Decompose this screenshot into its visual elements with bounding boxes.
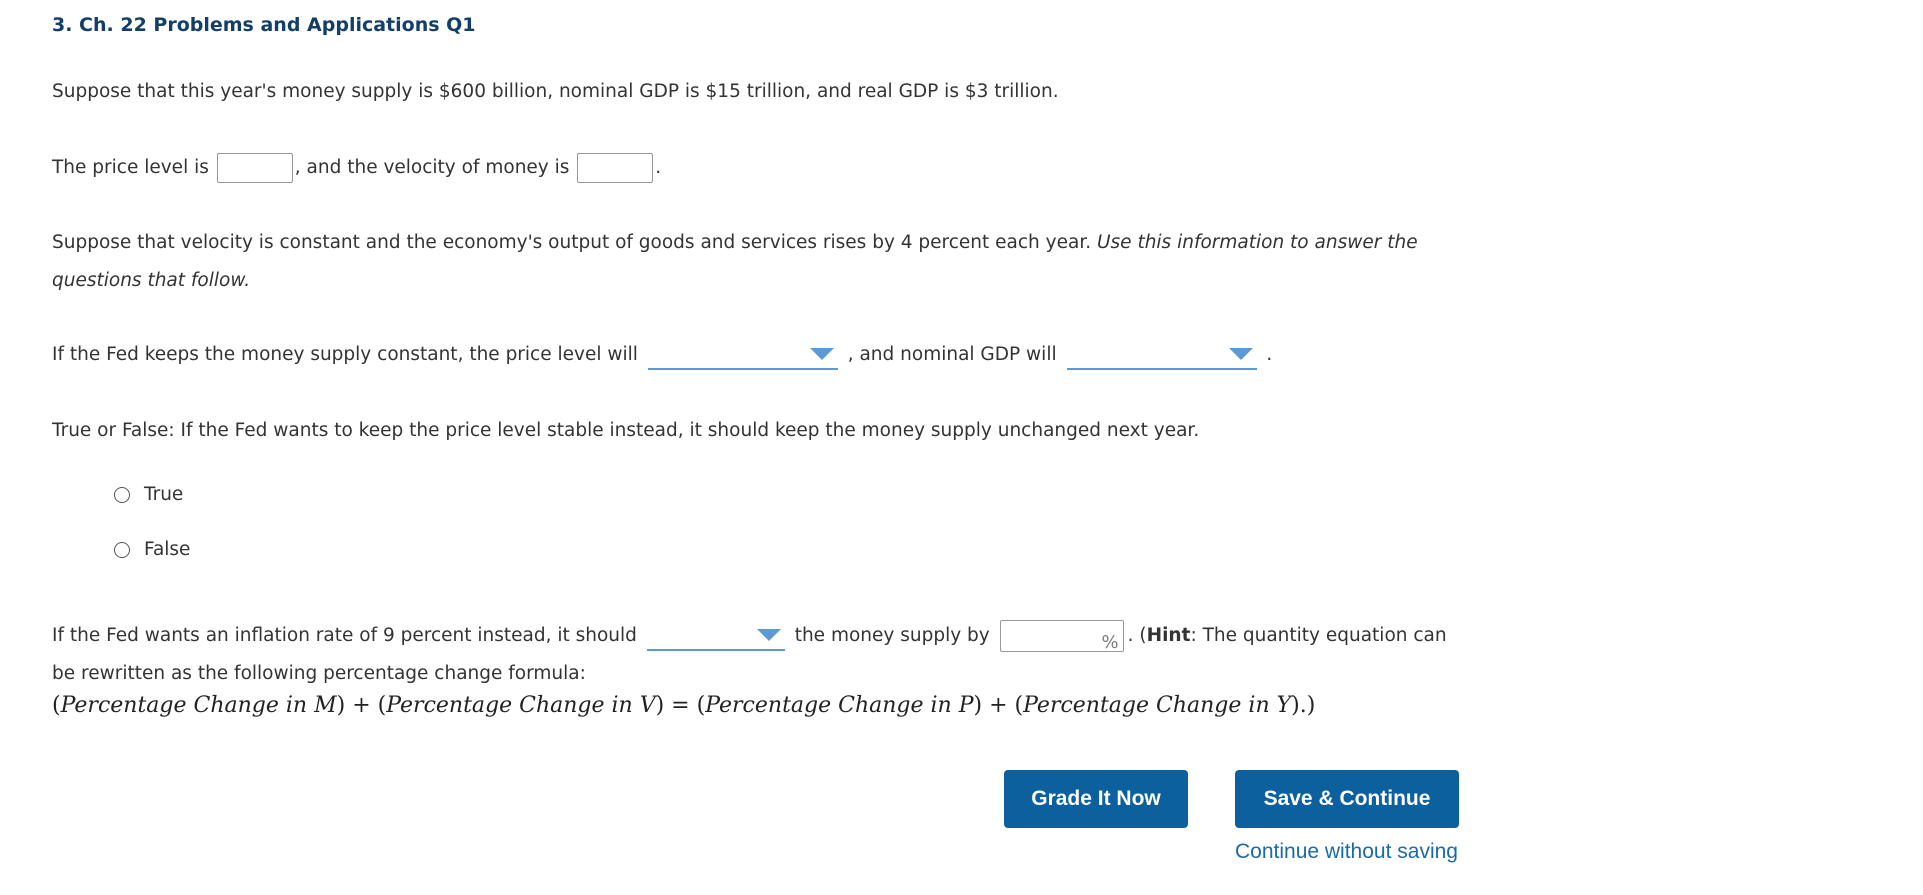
assumption-italic-2: questions that follow. <box>52 270 251 291</box>
option-true[interactable] <box>114 484 183 505</box>
intro-text: Suppose that this year's money supply is $600 billion, nominal GDP is $15 trillion, and real GDP is $3 trillion. <box>52 81 1059 102</box>
inflation-label: If the Fed wants an inflation rate of 9 percent instead, it should <box>52 625 637 646</box>
assumption-italic-1: Use this information to answer the <box>1097 232 1418 253</box>
price-level-dropdown[interactable] <box>648 340 838 370</box>
inflation-line <box>52 617 1447 655</box>
velocity-suffix: . <box>655 157 662 178</box>
velocity-input[interactable] <box>577 153 653 183</box>
radio-false[interactable] <box>114 542 130 558</box>
chevron-down-icon <box>757 629 781 641</box>
option-false[interactable] <box>114 539 190 560</box>
quantity-equation-formula: (Percentage Change in M) + (Percentage Change in V) = (Percentage Change in P) + (Percentage Change in Y).) <box>52 693 1316 718</box>
nominal-gdp-dropdown[interactable] <box>1067 340 1257 370</box>
money-supply-percent-input[interactable] <box>1000 620 1124 652</box>
fed-constant-label: If the Fed keeps the money supply constant, the price level will <box>52 344 638 365</box>
continue-without-saving-link[interactable]: Continue without saving <box>1235 840 1458 863</box>
hint-open: . ( <box>1127 625 1147 646</box>
grade-it-now-button[interactable]: Grade It Now <box>1004 770 1188 828</box>
fed-constant-suffix: . <box>1266 344 1273 365</box>
nominal-gdp-label: , and nominal GDP will <box>847 344 1057 365</box>
save-continue-button[interactable]: Save & Continue <box>1235 770 1459 828</box>
assumption-text: Suppose that velocity is constant and the economy's output of goods and services rises by 4 percent each year. <box>52 232 1092 253</box>
option-false-label: False <box>144 539 191 560</box>
price-velocity-line <box>52 149 661 187</box>
price-level-label: The price level is <box>52 157 209 178</box>
money-supply-action-dropdown[interactable] <box>647 621 785 651</box>
hint-label: Hint <box>1146 625 1191 646</box>
price-level-input[interactable] <box>217 153 293 183</box>
assumption-line-1 <box>52 224 1418 262</box>
chevron-down-icon <box>1229 348 1253 360</box>
true-false-prompt: True or False: If the Fed wants to keep the price level stable instead, it should keep the money supply unchanged next year. <box>52 420 1200 441</box>
hint-line-2: be rewritten as the following percentage change formula: <box>52 663 586 684</box>
money-supply-label: the money supply by <box>794 625 990 646</box>
hint-text: : The quantity equation can <box>1190 625 1447 646</box>
velocity-label: , and the velocity of money is <box>294 157 570 178</box>
chevron-down-icon <box>810 348 834 360</box>
radio-true[interactable] <box>114 487 130 503</box>
assumption-line-2 <box>52 262 250 300</box>
question-title: 3. Ch. 22 Problems and Applications Q1 <box>52 14 476 36</box>
percent-unit: % <box>1101 632 1119 653</box>
fed-constant-line <box>52 336 1272 374</box>
option-true-label: True <box>144 484 184 505</box>
